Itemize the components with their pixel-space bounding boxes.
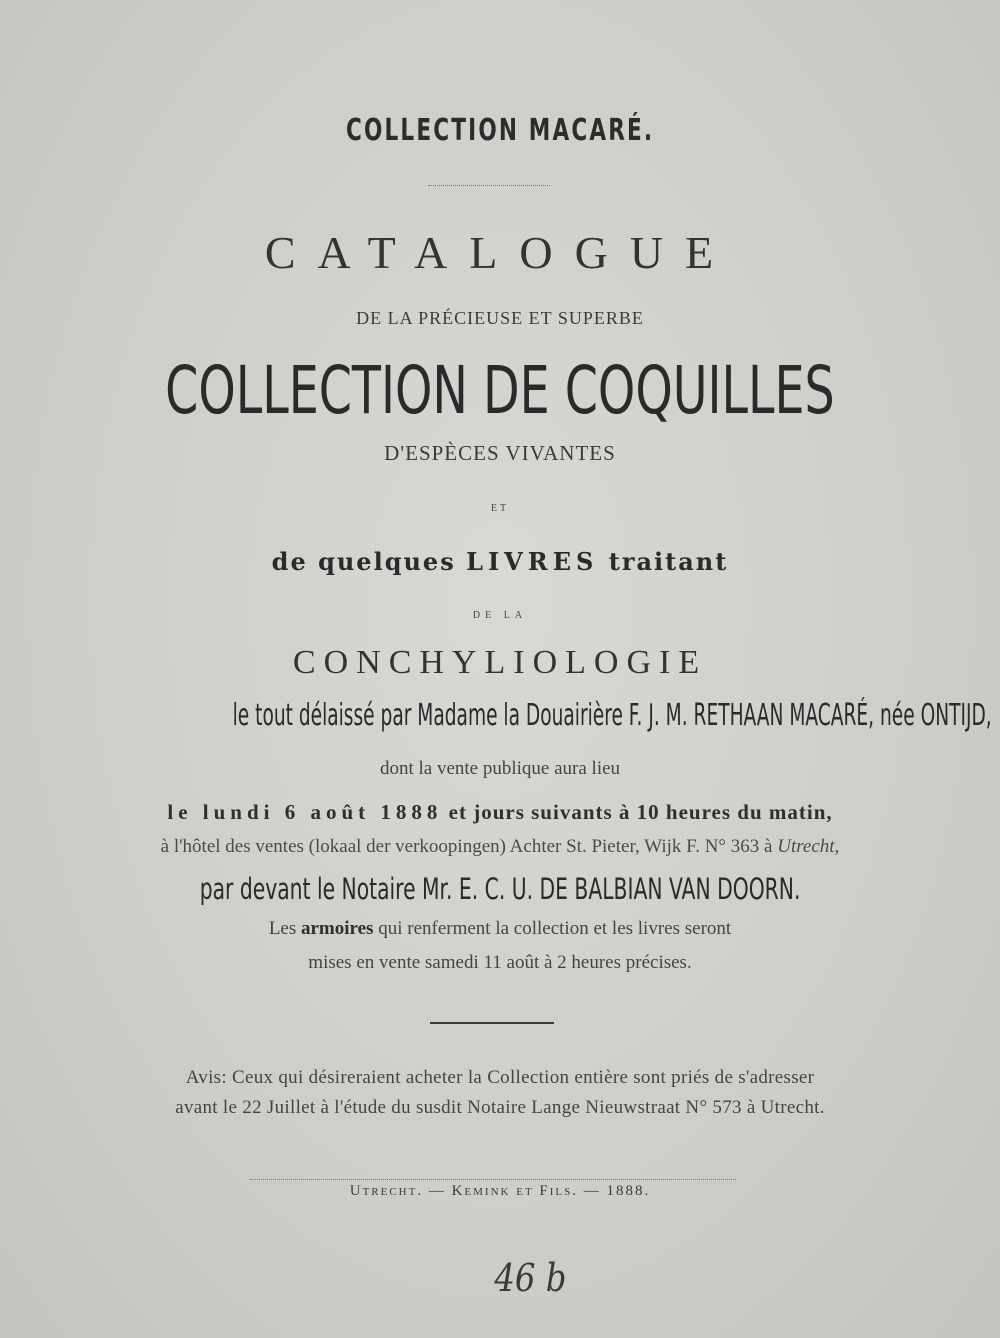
hotel-line	[0, 836, 1000, 858]
date-spaced: le lundi 6 août 1888	[167, 800, 443, 824]
main-title	[0, 352, 1000, 429]
handwritten-shelf-mark: 46 b	[494, 1256, 567, 1300]
livres-prefix: de quelques	[271, 547, 456, 576]
notice-line-2: avant le 22 Juillet à l'étude du susdit Notaire Lange Nieuwstraat N° 573 à Utrecht.	[175, 1097, 825, 1118]
livres-word: LIVRES	[466, 547, 599, 576]
notaire-text: par devant le Notaire Mr. E. C. U. DE BALBIAN VAN DOORN.	[199, 872, 801, 906]
livres-suffix: traitant	[608, 547, 729, 576]
especes-line: D'ESPÈCES VIVANTES	[384, 441, 616, 465]
hotel-city: Utrecht,	[777, 836, 840, 857]
vente-line: dont la vente publique aura lieu	[379, 758, 621, 779]
date-line	[0, 800, 1000, 825]
date-rest: et jours suivants à 10 heures du matin,	[448, 800, 833, 824]
conchyliologie-title: CONCHYLIOLOGIE	[292, 644, 708, 681]
armoires-word: armoires	[301, 918, 374, 939]
notice-line-1: Avis: Ceux qui désireraient acheter la Collection entière sont priés de s'adresser	[185, 1067, 815, 1088]
et-line: ET	[490, 503, 510, 514]
livres-line	[0, 547, 1000, 576]
separator-rule	[430, 1022, 554, 1024]
armoires-prefix: Les	[268, 918, 297, 939]
catalogue-title: CATALOGUE	[264, 227, 736, 278]
armoires-suffix: qui renferment la collection et les livres seront	[378, 918, 732, 939]
delaisse-line	[0, 698, 1000, 733]
armoires-line	[0, 918, 1000, 940]
subtitle-precieuse: DE LA PRÉCIEUSE ET SUPERBE	[356, 308, 644, 328]
mises-line: mises en vente samedi 11 août à 2 heures précises.	[308, 952, 692, 973]
main-title-text: COLLECTION DE COQUILLES	[165, 352, 835, 429]
notaire-line	[0, 872, 1000, 906]
hotel-text: à l'hôtel des ventes (lokaal der verkoopingen) Achter St. Pieter, Wijk F. N° 363 à	[160, 836, 773, 857]
delaisse-text: le tout délaissé par Madame la Douairière F. J. M. RETHAAN MACARÉ, née ONTIJD,	[232, 698, 992, 733]
decorative-rule-top	[428, 185, 550, 188]
collection-heading-text: COLLECTION MACARÉ.	[345, 113, 655, 148]
decorative-rule-bottom	[250, 1179, 736, 1182]
collection-heading	[0, 113, 1000, 148]
de-la-line: DE LA	[472, 610, 528, 621]
printer-imprint: Utrecht. — Kemink et Fils. — 1888.	[349, 1183, 651, 1199]
